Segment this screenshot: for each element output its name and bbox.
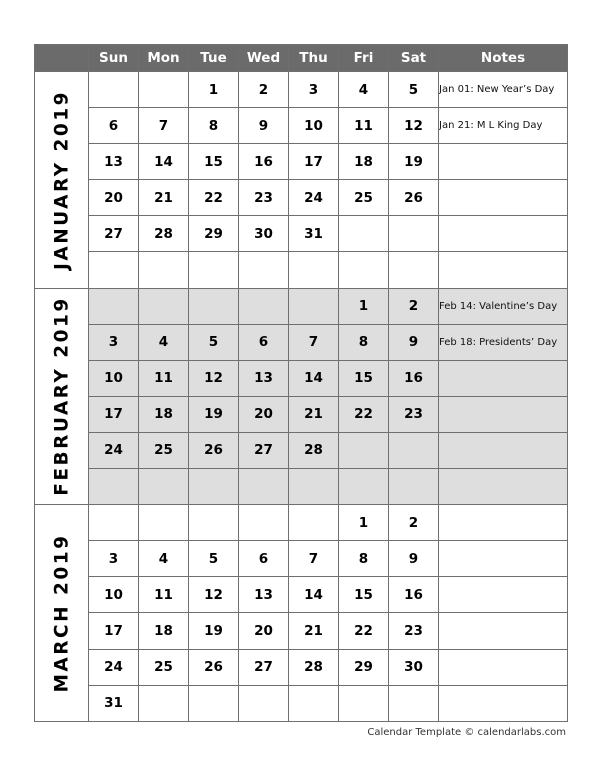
day-cell: 7 <box>289 324 339 360</box>
day-cell: 3 <box>89 541 139 577</box>
day-cell: 5 <box>189 324 239 360</box>
day-cell: 31 <box>289 216 339 252</box>
month-label: MARCH 2019 <box>51 533 72 693</box>
day-cell: 28 <box>289 649 339 685</box>
day-cell <box>139 469 189 505</box>
day-cell <box>389 432 439 468</box>
week-row <box>35 324 568 360</box>
day-cell: 26 <box>389 180 439 216</box>
day-cell: 13 <box>239 360 289 396</box>
week-row <box>35 288 568 324</box>
day-cell <box>239 469 289 505</box>
week-row <box>35 432 568 468</box>
note-cell: Feb 14: Valentine’s Day <box>439 288 568 324</box>
day-cell <box>189 288 239 324</box>
note-cell <box>439 396 568 432</box>
day-cell: 27 <box>239 649 289 685</box>
note-cell <box>439 469 568 505</box>
day-cell: 1 <box>339 288 389 324</box>
calendar-table <box>34 44 568 722</box>
day-cell <box>189 685 239 721</box>
day-cell: 13 <box>89 144 139 180</box>
day-cell: 17 <box>289 144 339 180</box>
day-cell: 18 <box>139 613 189 649</box>
day-cell: 22 <box>189 180 239 216</box>
note-cell: Feb 18: Presidents’ Day <box>439 324 568 360</box>
day-cell: 5 <box>389 72 439 108</box>
day-cell: 16 <box>389 577 439 613</box>
month-block-january <box>35 72 568 289</box>
day-cell: 3 <box>89 324 139 360</box>
day-cell: 8 <box>339 324 389 360</box>
note-cell <box>439 541 568 577</box>
day-cell: 23 <box>239 180 289 216</box>
day-cell: 15 <box>339 360 389 396</box>
notes-header: Notes <box>439 45 568 72</box>
day-cell: 6 <box>239 324 289 360</box>
day-cell: 19 <box>389 144 439 180</box>
note-cell <box>439 505 568 541</box>
day-cell <box>189 505 239 541</box>
day-cell: 15 <box>339 577 389 613</box>
note-cell <box>439 252 568 288</box>
day-cell <box>239 252 289 288</box>
month-label: JANUARY 2019 <box>51 89 72 270</box>
month-column-header <box>35 45 89 72</box>
note-cell <box>439 144 568 180</box>
day-cell: 11 <box>339 108 389 144</box>
day-cell: 2 <box>389 505 439 541</box>
day-cell: 30 <box>239 216 289 252</box>
month-block-march <box>35 505 568 722</box>
day-cell: 20 <box>239 396 289 432</box>
day-cell: 25 <box>139 649 189 685</box>
day-cell: 7 <box>139 108 189 144</box>
day-cell <box>339 252 389 288</box>
day-cell: 8 <box>339 541 389 577</box>
footer-credit: Calendar Template © calendarlabs.com <box>367 727 566 738</box>
day-cell: 29 <box>189 216 239 252</box>
note-cell <box>439 360 568 396</box>
day-cell: 10 <box>89 360 139 396</box>
day-cell: 11 <box>139 577 189 613</box>
day-cell: 30 <box>389 649 439 685</box>
day-cell: 9 <box>389 541 439 577</box>
month-label-cell <box>35 505 89 722</box>
day-cell <box>239 685 289 721</box>
day-cell <box>389 252 439 288</box>
month-label-cell <box>35 72 89 289</box>
day-cell: 21 <box>289 396 339 432</box>
day-cell: 25 <box>139 432 189 468</box>
month-block-february <box>35 288 568 505</box>
weekday-header: Sat <box>389 45 439 72</box>
day-cell: 7 <box>289 541 339 577</box>
day-cell: 10 <box>289 108 339 144</box>
weekday-header: Fri <box>339 45 389 72</box>
day-cell: 10 <box>89 577 139 613</box>
day-cell: 24 <box>289 180 339 216</box>
day-cell: 14 <box>289 577 339 613</box>
note-cell <box>439 613 568 649</box>
day-cell <box>89 72 139 108</box>
day-cell <box>389 216 439 252</box>
week-row <box>35 108 568 144</box>
day-cell <box>189 252 239 288</box>
day-cell <box>189 469 239 505</box>
week-row <box>35 577 568 613</box>
week-row <box>35 469 568 505</box>
weekday-header: Thu <box>289 45 339 72</box>
month-label: FEBRUARY 2019 <box>51 296 72 497</box>
week-row <box>35 685 568 721</box>
week-row <box>35 505 568 541</box>
day-cell: 9 <box>239 108 289 144</box>
month-label-cell <box>35 288 89 505</box>
day-cell: 18 <box>139 396 189 432</box>
day-cell: 4 <box>139 541 189 577</box>
day-cell: 5 <box>189 541 239 577</box>
day-cell: 4 <box>339 72 389 108</box>
day-cell: 17 <box>89 396 139 432</box>
day-cell: 9 <box>389 324 439 360</box>
day-cell <box>139 252 189 288</box>
header-row <box>35 45 568 72</box>
note-cell <box>439 216 568 252</box>
week-row <box>35 396 568 432</box>
day-cell: 12 <box>189 577 239 613</box>
weekday-header: Wed <box>239 45 289 72</box>
week-row <box>35 180 568 216</box>
day-cell: 23 <box>389 396 439 432</box>
day-cell: 12 <box>189 360 239 396</box>
day-cell: 2 <box>239 72 289 108</box>
day-cell: 16 <box>239 144 289 180</box>
day-cell <box>89 505 139 541</box>
day-cell: 23 <box>389 613 439 649</box>
week-row <box>35 252 568 288</box>
day-cell: 24 <box>89 649 139 685</box>
week-row <box>35 360 568 396</box>
day-cell: 11 <box>139 360 189 396</box>
day-cell: 22 <box>339 396 389 432</box>
week-row <box>35 541 568 577</box>
day-cell: 20 <box>89 180 139 216</box>
day-cell <box>289 469 339 505</box>
day-cell: 6 <box>89 108 139 144</box>
day-cell: 14 <box>289 360 339 396</box>
day-cell: 1 <box>339 505 389 541</box>
note-cell: Jan 01: New Year’s Day <box>439 72 568 108</box>
day-cell: 27 <box>89 216 139 252</box>
weekday-header: Sun <box>89 45 139 72</box>
day-cell <box>339 432 389 468</box>
day-cell <box>139 288 189 324</box>
day-cell: 21 <box>139 180 189 216</box>
day-cell <box>289 685 339 721</box>
weekday-header: Tue <box>189 45 239 72</box>
day-cell: 4 <box>139 324 189 360</box>
day-cell: 1 <box>189 72 239 108</box>
day-cell: 2 <box>389 288 439 324</box>
weekday-header: Mon <box>139 45 189 72</box>
day-cell <box>139 505 189 541</box>
day-cell <box>389 685 439 721</box>
day-cell <box>89 252 139 288</box>
day-cell: 16 <box>389 360 439 396</box>
note-cell <box>439 180 568 216</box>
note-cell: Jan 21: M L King Day <box>439 108 568 144</box>
day-cell: 19 <box>189 613 239 649</box>
day-cell: 24 <box>89 432 139 468</box>
day-cell: 12 <box>389 108 439 144</box>
day-cell <box>239 288 289 324</box>
day-cell: 26 <box>189 432 239 468</box>
day-cell: 14 <box>139 144 189 180</box>
day-cell <box>89 288 139 324</box>
note-cell <box>439 649 568 685</box>
week-row <box>35 613 568 649</box>
day-cell <box>139 72 189 108</box>
day-cell <box>389 469 439 505</box>
day-cell: 21 <box>289 613 339 649</box>
day-cell: 19 <box>189 396 239 432</box>
day-cell: 17 <box>89 613 139 649</box>
day-cell: 28 <box>289 432 339 468</box>
day-cell <box>289 252 339 288</box>
day-cell: 22 <box>339 613 389 649</box>
note-cell <box>439 577 568 613</box>
day-cell: 25 <box>339 180 389 216</box>
day-cell: 8 <box>189 108 239 144</box>
day-cell: 18 <box>339 144 389 180</box>
day-cell: 26 <box>189 649 239 685</box>
note-cell <box>439 432 568 468</box>
day-cell <box>289 288 339 324</box>
day-cell <box>239 505 289 541</box>
day-cell: 29 <box>339 649 389 685</box>
day-cell: 20 <box>239 613 289 649</box>
week-row <box>35 144 568 180</box>
week-row <box>35 649 568 685</box>
day-cell <box>339 216 389 252</box>
day-cell <box>339 469 389 505</box>
day-cell: 3 <box>289 72 339 108</box>
note-cell <box>439 685 568 721</box>
day-cell: 28 <box>139 216 189 252</box>
day-cell <box>139 685 189 721</box>
day-cell <box>289 505 339 541</box>
day-cell: 13 <box>239 577 289 613</box>
week-row <box>35 216 568 252</box>
week-row <box>35 72 568 108</box>
day-cell <box>89 469 139 505</box>
day-cell: 27 <box>239 432 289 468</box>
day-cell <box>339 685 389 721</box>
day-cell: 6 <box>239 541 289 577</box>
day-cell: 31 <box>89 685 139 721</box>
day-cell: 15 <box>189 144 239 180</box>
